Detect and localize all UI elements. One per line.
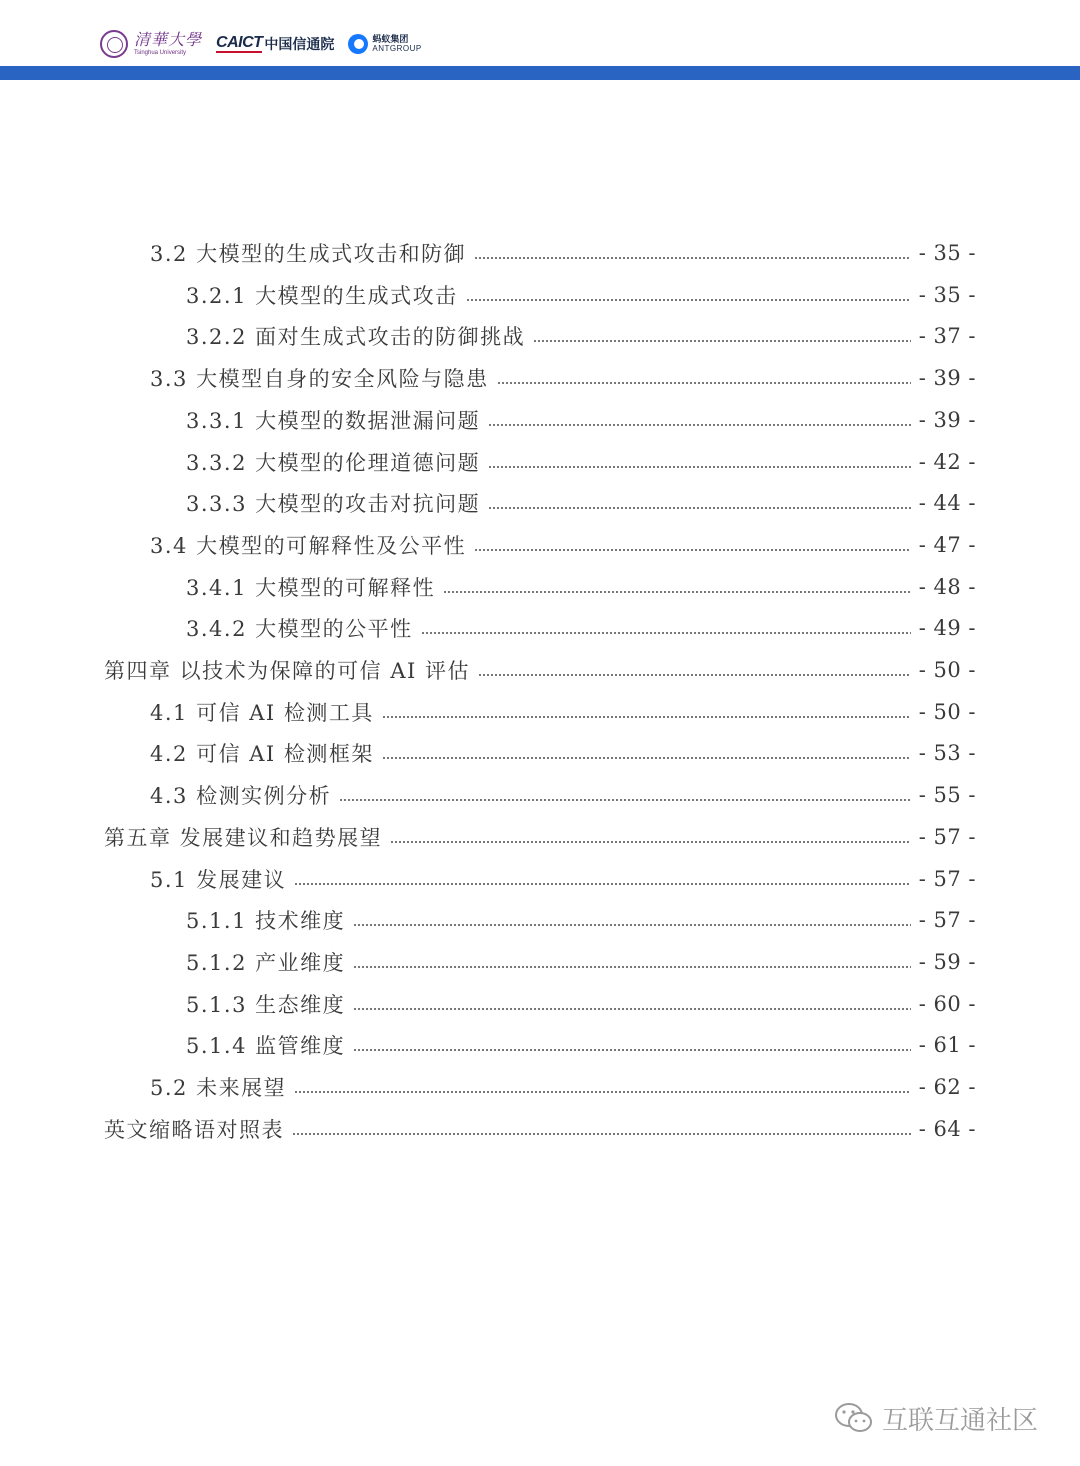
toc-entry[interactable] — [186, 566, 976, 608]
toc-leader-dots — [339, 799, 911, 801]
toc-entry-label: 3.3.3 大模型的攻击对抗问题 — [186, 492, 481, 517]
toc-entry-page: - 60 - — [918, 991, 976, 1016]
toc-entry[interactable] — [150, 357, 976, 399]
toc-entry[interactable] — [186, 941, 976, 983]
toc-entry-page: - 57 - — [918, 824, 976, 849]
toc-entry-label: 3.2.2 面对生成式攻击的防御挑战 — [186, 325, 526, 350]
toc-entry-page: - 37 - — [918, 324, 976, 349]
tsinghua-logo — [100, 30, 202, 58]
toc-entry-page: - 57 - — [918, 866, 976, 891]
toc-entry-label: 5.1 发展建议 — [150, 867, 287, 892]
page-header — [0, 0, 1080, 66]
toc-leader-dots — [353, 966, 911, 968]
toc-entry[interactable] — [186, 441, 976, 483]
toc-entry-label: 3.4 大模型的可解释性及公平性 — [150, 533, 467, 558]
toc-leader-dots — [497, 382, 911, 384]
toc-entry[interactable] — [150, 524, 976, 566]
toc-entry-label: 5.1.1 技术维度 — [186, 909, 346, 934]
toc-entry[interactable] — [186, 399, 976, 441]
toc-entry-page: - 64 - — [918, 1116, 976, 1141]
toc-entry-page: - 42 - — [918, 449, 976, 474]
toc-leader-dots — [292, 1133, 911, 1135]
toc-leader-dots — [390, 841, 911, 843]
toc-entry[interactable] — [186, 607, 976, 649]
toc-entry-label: 3.2 大模型的生成式攻击和防御 — [150, 242, 467, 266]
toc-entry-page: - 35 - — [918, 241, 976, 265]
toc-entry[interactable] — [186, 899, 976, 941]
toc-entry-label: 3.2.1 大模型的生成式攻击 — [186, 283, 458, 308]
toc-entry-page: - 61 - — [918, 1033, 976, 1058]
toc-entry-page: - 35 - — [918, 282, 976, 307]
antgroup-name-en: ANTGROUP — [372, 43, 422, 53]
toc-entry[interactable] — [150, 691, 976, 733]
antgroup-logo — [348, 34, 421, 54]
antgroup-mark-icon — [348, 34, 368, 54]
toc-entry[interactable] — [150, 1066, 976, 1108]
toc-entry[interactable] — [186, 983, 976, 1025]
toc-leader-dots — [478, 674, 911, 676]
toc-entry-label: 3.3 大模型自身的安全风险与隐患 — [150, 367, 489, 392]
toc-leader-dots — [353, 1049, 911, 1051]
toc-entry-page: - 47 - — [918, 532, 976, 557]
toc-entry-page: - 53 - — [918, 741, 976, 766]
caict-logo — [216, 34, 334, 54]
toc-leader-dots — [533, 340, 911, 342]
toc-entry-label: 3.4.2 大模型的公平性 — [186, 617, 413, 642]
toc-entry-page: - 59 - — [918, 949, 976, 974]
toc-entry-label: 英文缩略语对照表 — [104, 1117, 284, 1142]
wechat-icon — [834, 1401, 874, 1435]
watermark-text: 互联互通社区 — [882, 1405, 1039, 1436]
toc-entry[interactable] — [186, 315, 976, 357]
toc-leader-dots — [466, 299, 911, 301]
toc-entry-label: 3.4.1 大模型的可解释性 — [186, 575, 436, 600]
toc-leader-dots — [382, 716, 911, 718]
watermark — [834, 1398, 1038, 1438]
toc-entry-label: 4.3 检测实例分析 — [150, 784, 332, 809]
toc-entry[interactable] — [150, 774, 976, 816]
tsinghua-name-en: Tsinghua University — [134, 50, 187, 56]
toc-entry-page: - 57 - — [918, 908, 976, 933]
toc-entry-label: 3.3.2 大模型的伦理道德问题 — [186, 450, 481, 475]
toc-entry-page: - 39 - — [918, 366, 976, 391]
toc-leader-dots — [421, 632, 911, 634]
toc-entry[interactable] — [186, 1024, 976, 1066]
toc-entry-page: - 50 - — [918, 699, 976, 724]
caict-name-en: CAICT — [216, 34, 263, 51]
toc-entry-page: - 49 - — [918, 616, 976, 641]
toc-entry-page: - 48 - — [918, 574, 976, 599]
tsinghua-name-cn: 清華大學 — [134, 30, 203, 49]
toc-entry-label: 5.1.2 产业维度 — [186, 950, 346, 975]
header-band — [0, 66, 1080, 80]
toc-leader-dots — [488, 507, 911, 509]
toc-leader-dots — [294, 1091, 911, 1093]
toc-leader-dots — [488, 466, 911, 468]
toc-entry-page: - 55 - — [918, 783, 976, 808]
toc-entry-label: 4.2 可信 AI 检测框架 — [150, 742, 374, 767]
toc-entry[interactable] — [150, 732, 976, 774]
toc-entry-label: 5.1.4 监管维度 — [186, 1034, 346, 1059]
toc-entry-label: 4.1 可信 AI 检测工具 — [150, 700, 374, 725]
toc-entry-label: 5.2 未来展望 — [150, 1076, 287, 1100]
antgroup-name-cn: 蚂蚁集团 — [372, 34, 409, 45]
toc-entry-label: 第五章 发展建议和趋势展望 — [104, 825, 383, 850]
toc-leader-dots — [474, 257, 911, 259]
toc-leader-dots — [353, 924, 911, 926]
toc-leader-dots — [488, 424, 911, 426]
toc-leader-dots — [294, 883, 911, 885]
toc-entry-page: - 39 - — [918, 407, 976, 432]
toc-entry[interactable] — [150, 858, 976, 900]
toc-entry-label: 5.1.3 生态维度 — [186, 992, 346, 1017]
toc-leader-dots — [474, 549, 911, 551]
toc-entry-page: - 44 - — [918, 491, 976, 516]
toc-entry-label: 3.3.1 大模型的数据泄漏问题 — [186, 408, 481, 433]
toc-entry[interactable] — [104, 816, 976, 858]
toc-leader-dots — [382, 757, 911, 759]
toc-entry-page: - 50 - — [918, 658, 976, 682]
toc-entry-page: - 62 - — [918, 1075, 976, 1099]
toc-entry-label: 第四章 以技术为保障的可信 AI 评估 — [104, 659, 470, 683]
caict-name-cn: 中国信通院 — [264, 37, 335, 53]
header-logos — [100, 28, 422, 60]
toc-entry[interactable] — [104, 649, 976, 691]
tsinghua-seal-icon — [100, 30, 128, 58]
toc-entry[interactable] — [104, 1108, 976, 1150]
toc-entry[interactable] — [186, 482, 976, 524]
toc-entry[interactable] — [150, 232, 976, 274]
toc-leader-dots — [353, 1008, 911, 1010]
toc-leader-dots — [443, 591, 911, 593]
toc-entry[interactable] — [186, 274, 976, 316]
